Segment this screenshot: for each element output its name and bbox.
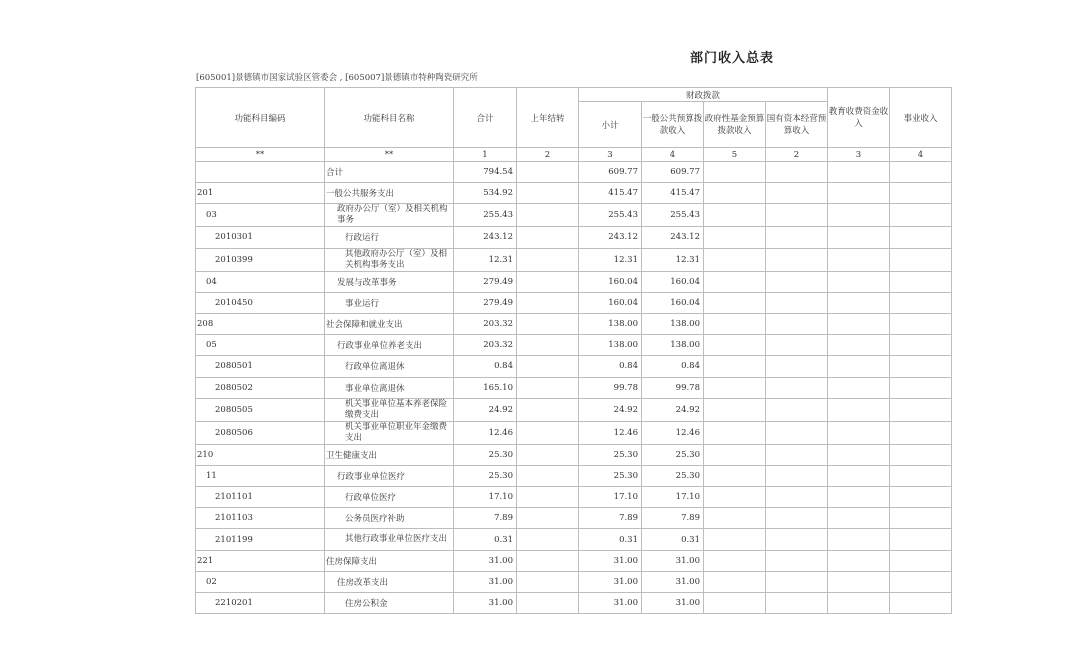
row-state-capital	[766, 398, 828, 421]
row-carryover	[517, 593, 579, 614]
row-state-capital	[766, 204, 828, 227]
table-row	[196, 313, 952, 334]
row-edu-fee	[828, 508, 890, 529]
row-subtotal: 31.00	[579, 550, 642, 571]
row-edu-fee	[828, 271, 890, 292]
row-state-capital	[766, 571, 828, 592]
row-gov-fund	[704, 162, 766, 183]
row-name: 合计	[325, 162, 454, 183]
header-business: 事业收入	[890, 88, 952, 148]
row-state-capital	[766, 529, 828, 550]
row-business	[890, 377, 952, 398]
row-total: 794.54	[454, 162, 517, 183]
row-gov-fund	[704, 593, 766, 614]
row-subtotal: 609.77	[579, 162, 642, 183]
table-row	[196, 487, 952, 508]
row-subtotal: 24.92	[579, 398, 642, 421]
row-state-capital	[766, 227, 828, 248]
row-carryover	[517, 550, 579, 571]
row-name: 住房改革支出	[325, 571, 454, 592]
row-gov-fund	[704, 313, 766, 334]
header-general-budget: 一般公共预算拨款收入	[642, 102, 704, 148]
row-business	[890, 508, 952, 529]
header-state-capital: 国有资本经营预算收入	[766, 102, 828, 148]
row-general-budget: 24.92	[642, 398, 704, 421]
row-state-capital	[766, 550, 828, 571]
row-total: 31.00	[454, 550, 517, 571]
row-business	[890, 356, 952, 377]
row-code: 201	[196, 183, 325, 204]
row-general-budget: 17.10	[642, 487, 704, 508]
row-edu-fee	[828, 356, 890, 377]
row-carryover	[517, 183, 579, 204]
header-total: 合计	[454, 88, 517, 148]
row-business	[890, 335, 952, 356]
table-row	[196, 421, 952, 444]
index-c8: 4	[890, 148, 952, 162]
table-row	[196, 292, 952, 313]
page-title: 部门收入总表	[690, 51, 775, 66]
row-total: 12.46	[454, 421, 517, 444]
row-code: 2101103	[196, 508, 325, 529]
row-carryover	[517, 398, 579, 421]
row-general-budget: 243.12	[642, 227, 704, 248]
row-carryover	[517, 529, 579, 550]
table-row	[196, 593, 952, 614]
row-carryover	[517, 444, 579, 465]
row-business	[890, 444, 952, 465]
row-code: 03	[196, 204, 325, 227]
row-subtotal: 12.31	[579, 248, 642, 271]
row-carryover	[517, 204, 579, 227]
row-business	[890, 465, 952, 486]
row-gov-fund	[704, 444, 766, 465]
row-business	[890, 204, 952, 227]
row-state-capital	[766, 465, 828, 486]
row-state-capital	[766, 377, 828, 398]
row-name: 事业单位离退休	[325, 377, 454, 398]
table-row	[196, 398, 952, 421]
row-general-budget: 7.89	[642, 508, 704, 529]
header-name: 功能科目名称	[325, 88, 454, 148]
row-total: 24.92	[454, 398, 517, 421]
table-row	[196, 377, 952, 398]
row-code: 2080506	[196, 421, 325, 444]
index-c6: 2	[766, 148, 828, 162]
row-general-budget: 31.00	[642, 593, 704, 614]
row-state-capital	[766, 183, 828, 204]
table-row	[196, 571, 952, 592]
row-gov-fund	[704, 571, 766, 592]
row-name: 住房保障支出	[325, 550, 454, 571]
table-row	[196, 465, 952, 486]
index-c7: 3	[828, 148, 890, 162]
row-business	[890, 227, 952, 248]
row-name: 住房公积金	[325, 593, 454, 614]
row-total: 31.00	[454, 571, 517, 592]
row-subtotal: 25.30	[579, 444, 642, 465]
row-name: 行政单位离退休	[325, 356, 454, 377]
row-code: 221	[196, 550, 325, 571]
row-gov-fund	[704, 335, 766, 356]
row-general-budget: 415.47	[642, 183, 704, 204]
row-code: 2101101	[196, 487, 325, 508]
row-code: 2080502	[196, 377, 325, 398]
table-row	[196, 204, 952, 227]
row-code: 05	[196, 335, 325, 356]
row-gov-fund	[704, 183, 766, 204]
row-subtotal: 138.00	[579, 313, 642, 334]
row-edu-fee	[828, 335, 890, 356]
row-name: 行政单位医疗	[325, 487, 454, 508]
table-row	[196, 162, 952, 183]
row-edu-fee	[828, 444, 890, 465]
row-gov-fund	[704, 377, 766, 398]
row-general-budget: 25.30	[642, 465, 704, 486]
row-state-capital	[766, 593, 828, 614]
header-edu-fee: 教育收费资金收入	[828, 88, 890, 148]
row-gov-fund	[704, 227, 766, 248]
row-name: 行政事业单位医疗	[325, 465, 454, 486]
row-general-budget: 0.84	[642, 356, 704, 377]
row-total: 31.00	[454, 593, 517, 614]
row-edu-fee	[828, 398, 890, 421]
row-total: 25.30	[454, 465, 517, 486]
row-carryover	[517, 356, 579, 377]
table-row	[196, 508, 952, 529]
header-carryover: 上年结转	[517, 88, 579, 148]
row-edu-fee	[828, 571, 890, 592]
row-state-capital	[766, 508, 828, 529]
row-subtotal: 255.43	[579, 204, 642, 227]
row-state-capital	[766, 356, 828, 377]
row-subtotal: 99.78	[579, 377, 642, 398]
row-state-capital	[766, 162, 828, 183]
row-name: 政府办公厅（室）及相关机构事务	[325, 204, 454, 227]
row-total: 534.92	[454, 183, 517, 204]
row-code: 210	[196, 444, 325, 465]
row-state-capital	[766, 335, 828, 356]
row-general-budget: 31.00	[642, 571, 704, 592]
row-edu-fee	[828, 162, 890, 183]
row-general-budget: 99.78	[642, 377, 704, 398]
row-total: 17.10	[454, 487, 517, 508]
row-name: 社会保障和就业支出	[325, 313, 454, 334]
table-row	[196, 248, 952, 271]
row-subtotal: 160.04	[579, 292, 642, 313]
row-code: 2010450	[196, 292, 325, 313]
row-total: 7.89	[454, 508, 517, 529]
header-gov-fund: 政府性基金预算拨款收入	[704, 102, 766, 148]
table-row	[196, 335, 952, 356]
row-total: 243.12	[454, 227, 517, 248]
row-business	[890, 593, 952, 614]
row-name: 机关事业单位职业年金缴费支出	[325, 421, 454, 444]
row-code: 02	[196, 571, 325, 592]
index-name: **	[325, 148, 454, 162]
row-total: 279.49	[454, 292, 517, 313]
row-subtotal: 138.00	[579, 335, 642, 356]
row-gov-fund	[704, 292, 766, 313]
row-gov-fund	[704, 356, 766, 377]
row-name: 其他行政事业单位医疗支出	[325, 529, 454, 550]
unit-line: [605001]景德镇市国家试验区管委会 , [605007]景德镇市特种陶瓷研究所	[196, 73, 478, 83]
row-code: 11	[196, 465, 325, 486]
row-carryover	[517, 377, 579, 398]
row-edu-fee	[828, 183, 890, 204]
row-carryover	[517, 465, 579, 486]
row-carryover	[517, 571, 579, 592]
row-name: 一般公共服务支出	[325, 183, 454, 204]
row-carryover	[517, 335, 579, 356]
row-total: 12.31	[454, 248, 517, 271]
row-code: 2080501	[196, 356, 325, 377]
row-edu-fee	[828, 313, 890, 334]
row-total: 0.31	[454, 529, 517, 550]
row-edu-fee	[828, 204, 890, 227]
table-row	[196, 227, 952, 248]
table-body	[196, 162, 952, 614]
row-gov-fund	[704, 421, 766, 444]
row-state-capital	[766, 292, 828, 313]
header-subtotal: 小计	[579, 102, 642, 148]
row-edu-fee	[828, 377, 890, 398]
row-gov-fund	[704, 204, 766, 227]
row-code: 208	[196, 313, 325, 334]
row-carryover	[517, 271, 579, 292]
row-business	[890, 487, 952, 508]
row-subtotal: 0.31	[579, 529, 642, 550]
row-edu-fee	[828, 292, 890, 313]
row-state-capital	[766, 271, 828, 292]
row-general-budget: 160.04	[642, 271, 704, 292]
row-code: 2010399	[196, 248, 325, 271]
row-gov-fund	[704, 529, 766, 550]
row-name: 行政运行	[325, 227, 454, 248]
row-total: 0.84	[454, 356, 517, 377]
row-subtotal: 17.10	[579, 487, 642, 508]
index-code: **	[196, 148, 325, 162]
row-name: 发展与改革事务	[325, 271, 454, 292]
row-carryover	[517, 487, 579, 508]
row-subtotal: 31.00	[579, 571, 642, 592]
row-gov-fund	[704, 248, 766, 271]
table-row	[196, 550, 952, 571]
row-state-capital	[766, 313, 828, 334]
row-code: 2101199	[196, 529, 325, 550]
row-subtotal: 25.30	[579, 465, 642, 486]
table-row	[196, 444, 952, 465]
row-subtotal: 7.89	[579, 508, 642, 529]
row-code: 2210201	[196, 593, 325, 614]
row-business	[890, 248, 952, 271]
row-total: 203.32	[454, 313, 517, 334]
row-gov-fund	[704, 487, 766, 508]
row-state-capital	[766, 248, 828, 271]
index-c2: 2	[517, 148, 579, 162]
row-edu-fee	[828, 421, 890, 444]
index-c3: 3	[579, 148, 642, 162]
row-subtotal: 243.12	[579, 227, 642, 248]
row-general-budget: 31.00	[642, 550, 704, 571]
row-carryover	[517, 227, 579, 248]
row-business	[890, 398, 952, 421]
table-row	[196, 271, 952, 292]
row-carryover	[517, 292, 579, 313]
row-edu-fee	[828, 529, 890, 550]
row-business	[890, 571, 952, 592]
row-business	[890, 183, 952, 204]
row-code: 2080505	[196, 398, 325, 421]
row-edu-fee	[828, 227, 890, 248]
row-total: 255.43	[454, 204, 517, 227]
row-carryover	[517, 508, 579, 529]
row-gov-fund	[704, 398, 766, 421]
row-code: 04	[196, 271, 325, 292]
row-general-budget: 12.31	[642, 248, 704, 271]
row-general-budget: 138.00	[642, 335, 704, 356]
row-total: 203.32	[454, 335, 517, 356]
row-carryover	[517, 313, 579, 334]
row-total: 25.30	[454, 444, 517, 465]
index-c5: 5	[704, 148, 766, 162]
row-code: 2010301	[196, 227, 325, 248]
row-edu-fee	[828, 550, 890, 571]
row-name: 机关事业单位基本养老保险缴费支出	[325, 398, 454, 421]
row-subtotal: 31.00	[579, 593, 642, 614]
row-name: 行政事业单位养老支出	[325, 335, 454, 356]
row-edu-fee	[828, 487, 890, 508]
row-edu-fee	[828, 465, 890, 486]
row-edu-fee	[828, 248, 890, 271]
row-name: 事业运行	[325, 292, 454, 313]
row-subtotal: 415.47	[579, 183, 642, 204]
row-carryover	[517, 162, 579, 183]
row-general-budget: 25.30	[642, 444, 704, 465]
header-code: 功能科目编码	[196, 88, 325, 148]
row-name: 卫生健康支出	[325, 444, 454, 465]
row-state-capital	[766, 444, 828, 465]
row-business	[890, 421, 952, 444]
index-c4: 4	[642, 148, 704, 162]
row-business	[890, 529, 952, 550]
row-general-budget: 0.31	[642, 529, 704, 550]
row-subtotal: 0.84	[579, 356, 642, 377]
row-state-capital	[766, 421, 828, 444]
row-business	[890, 292, 952, 313]
row-name: 公务员医疗补助	[325, 508, 454, 529]
row-gov-fund	[704, 508, 766, 529]
row-total: 279.49	[454, 271, 517, 292]
header-fiscal-group: 财政拨款	[579, 88, 828, 102]
row-total: 165.10	[454, 377, 517, 398]
row-name: 其他政府办公厅（室）及相关机构事务支出	[325, 248, 454, 271]
table-row	[196, 183, 952, 204]
row-gov-fund	[704, 465, 766, 486]
row-carryover	[517, 248, 579, 271]
income-summary-table	[195, 87, 952, 614]
row-business	[890, 313, 952, 334]
row-business	[890, 162, 952, 183]
row-carryover	[517, 421, 579, 444]
row-gov-fund	[704, 550, 766, 571]
row-subtotal: 12.46	[579, 421, 642, 444]
row-state-capital	[766, 487, 828, 508]
row-gov-fund	[704, 271, 766, 292]
row-general-budget: 609.77	[642, 162, 704, 183]
table-row	[196, 356, 952, 377]
row-general-budget: 12.46	[642, 421, 704, 444]
row-general-budget: 160.04	[642, 292, 704, 313]
row-edu-fee	[828, 593, 890, 614]
row-subtotal: 160.04	[579, 271, 642, 292]
row-business	[890, 271, 952, 292]
row-general-budget: 138.00	[642, 313, 704, 334]
row-business	[890, 550, 952, 571]
index-c1: 1	[454, 148, 517, 162]
table-row	[196, 529, 952, 550]
row-code	[196, 162, 325, 183]
row-general-budget: 255.43	[642, 204, 704, 227]
